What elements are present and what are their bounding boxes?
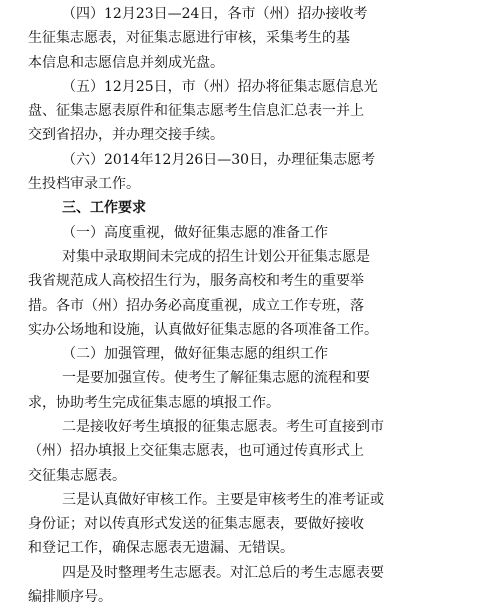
paragraph-line: 对集中录取期间未完成的招生计划公开征集志愿是 [62,249,370,265]
paragraph-line: （一）高度重视，做好征集志愿的准备工作 [62,225,328,241]
paragraph-line: 二是接收好考生填报的征集志愿表。考生可直接到市 [62,419,384,435]
paragraph-line: 实办公场地和设施，认真做好征集志愿的各项准备工作。 [28,322,378,338]
paragraph-line: 我省规范成人高校招生行为，服务高校和考生的重要举 [28,273,364,289]
paragraph-line: 和登记工作，确保志愿表无遗漏、无错误。 [28,540,294,556]
paragraph-line: （四）12月23日—24日，各市（州）招办接收考 [62,6,368,22]
paragraph-line: 措。各市（州）招办务必高度重视，成立工作专班，落 [28,298,364,314]
paragraph-line: （二）加强管理，做好征集志愿的组织工作 [62,346,328,362]
paragraph-line: 一是要加强宣传。使考生了解征集志愿的流程和要 [62,370,370,386]
paragraph-line: （五）12月25日，市（州）招办将征集志愿信息光 [62,79,378,95]
paragraph-line: 生投档审录工作。 [28,176,140,192]
paragraph-line: 身份证；对以传真形式发送的征集志愿表，要做好接收 [28,516,364,532]
paragraph-line: （六）2014年12月26日—30日，办理征集志愿考 [62,152,376,168]
paragraph-line: 三是认真做好审核工作。主要是审核考生的准考证或 [62,492,384,508]
paragraph-line: 交到省招办，并办理交接手续。 [28,127,224,143]
paragraph-line: 生征集志愿表，对征集志愿进行审核，采集考生的基 [28,30,350,46]
paragraph-line: 盘、征集志愿表原件和征集志愿考生信息汇总表一并上 [28,103,364,119]
paragraph-line: 求，协助考生完成征集志愿的填报工作。 [28,395,280,411]
paragraph-line: 四是及时整理考生志愿表。对汇总后的考生志愿表要 [62,565,384,581]
paragraph-line: 编排顺序号。 [28,589,112,605]
paragraph-line: 交征集志愿表。 [28,468,126,484]
paragraph-line: （州）招办填报上交征集志愿表，也可通过传真形式上 [28,443,364,459]
paragraph-line: 本信息和志愿信息并刻成光盘。 [28,55,224,71]
section-heading: 三、工作要求 [62,200,146,216]
